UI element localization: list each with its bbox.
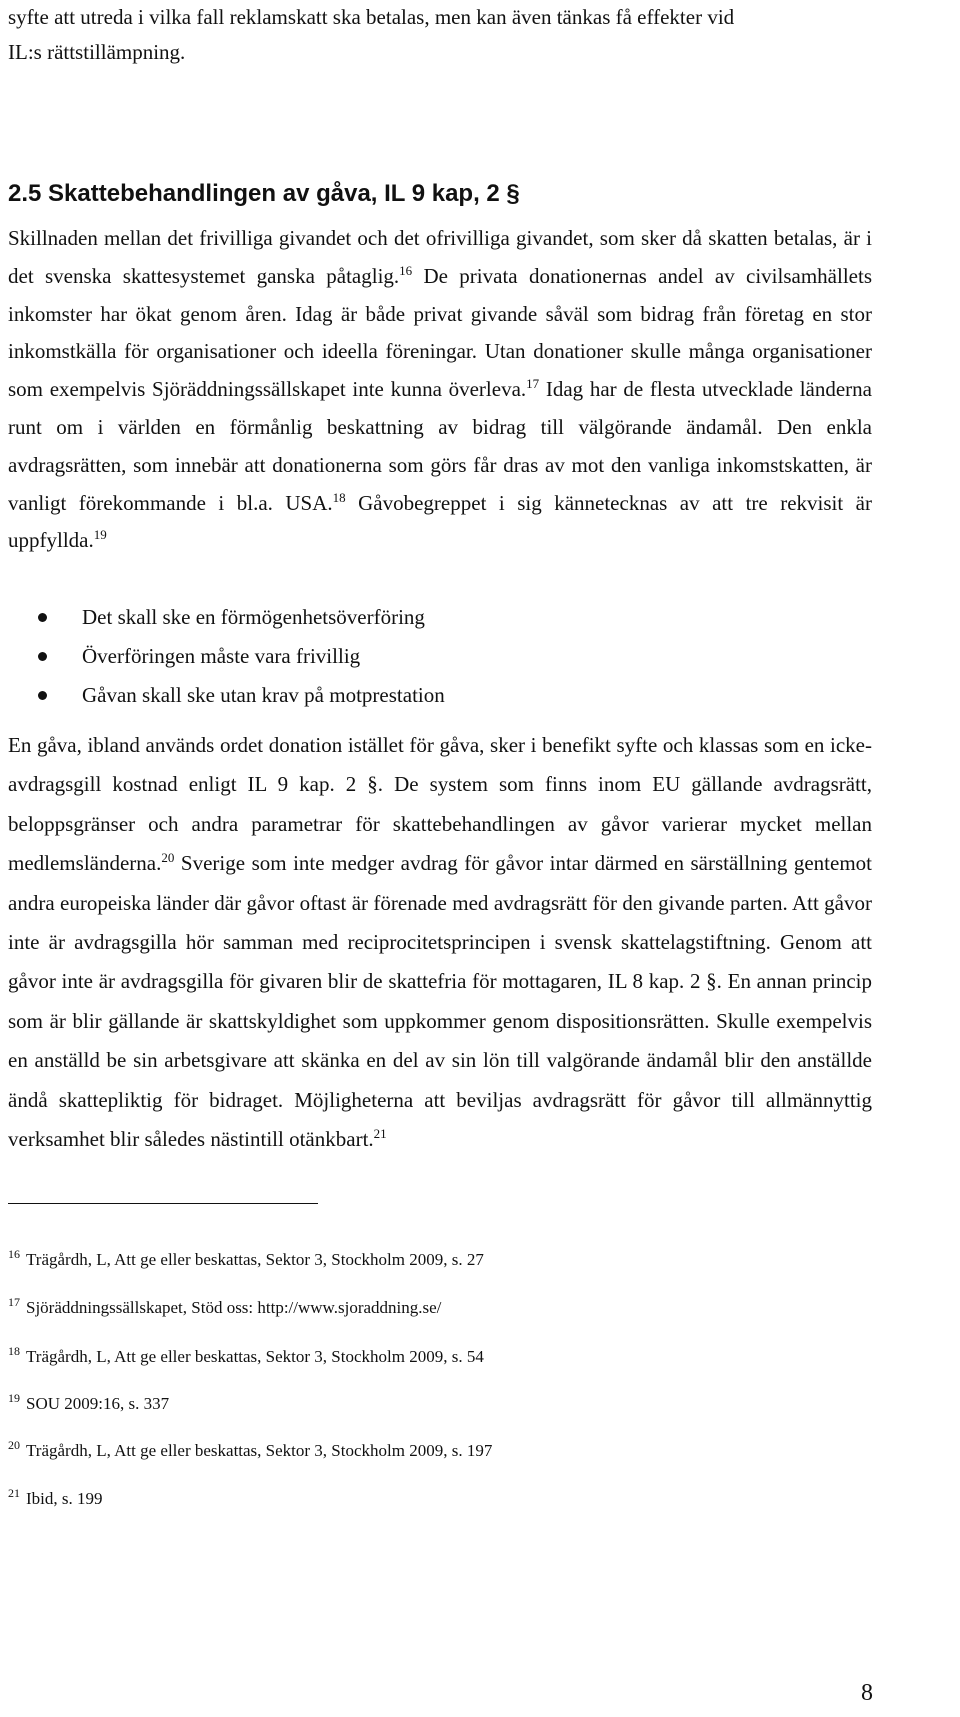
text-run: Skillnaden mellan det frivilliga givandet och det ofrivilliga givandet, som sker då skatten betalas, är i det svenska skattesystemet ganska påtaglig. [8, 226, 872, 288]
text-run: Gåvobegreppet i sig kännetecknas av att tre rekvisit är uppfyllda. [8, 490, 872, 553]
footnote-ref[interactable]: 19 [93, 527, 107, 543]
footnote-text: Trägårdh, L, Att ge eller beskattas, Sektor 3, Stockholm 2009, s. 54 [26, 1347, 484, 1366]
footnote-number: 16 [8, 1247, 20, 1262]
list-item: Överföringen måste vara frivillig [30, 637, 445, 676]
footnote-text: Trägårdh, L, Att ge eller beskattas, Sektor 3, Stockholm 2009, s. 197 [26, 1441, 493, 1460]
footnote-ref[interactable]: 18 [332, 489, 346, 505]
intro-paragraph [8, 0, 872, 70]
footnote-separator [8, 1203, 318, 1204]
text-run: Sverige som inte medger avdrag för gåvor intar därmed en särställning gentemot andra europeiska länder där gåvor oftast är förenade med avdragsrätt för den givande parten. Att gåvor inte är avdragsgilla hör samman med reciprocitetsprincipen i svensk skattelagstiftning. Genom att gåvor inte är avdragsgilla för givaren blir de skattefria för mottagaren, IL 8 kap. 2 §. En annan princip som är blir gällande är skattskyldighet som uppkommer genom dispositionsrätten. Skulle exempelvis en anställd be sin arbetsgivare att skänka en del av sin lön till valgörande ändamål blir den anställde ändå skattepliktig för bidraget. Möjligheterna att beviljas avdragsrätt för gåvor till allmännyttig verksamhet blir således nästintill otänkbart. [8, 851, 872, 1152]
footnote [8, 1247, 484, 1270]
footnote-text: Ibid, s. 199 [26, 1489, 103, 1508]
paragraph-1 [8, 220, 872, 560]
footnote-number: 18 [8, 1344, 20, 1359]
footnote-text: Trägårdh, L, Att ge eller beskattas, Sektor 3, Stockholm 2009, s. 27 [26, 1250, 484, 1269]
footnote-text: SOU 2009:16, s. 337 [26, 1394, 170, 1413]
footnote-ref[interactable]: 16 [399, 262, 413, 278]
footnote [8, 1295, 442, 1318]
footnote-text[interactable]: Sjöräddningssällskapet, Stöd oss: http://www.sjoraddning.se/ [26, 1298, 442, 1317]
list-item: Gåvan skall ske utan krav på motprestation [30, 676, 445, 715]
text-run: Idag har de flesta utvecklade länderna runt om i världen en förmånlig beskattning av bidrag till välgörande ändamål. Den enkla avdragsrätten, som innebär att donationerna som görs får dras av mot den vanliga inkomstskatten, är vanligt förekommande i bl.a. USA. [8, 377, 873, 515]
intro-line: syfte att utreda i vilka fall reklamskatt ska betalas, men kan även tänkas få effekter vid [8, 5, 735, 29]
footnote-number: 21 [8, 1486, 20, 1501]
footnote-ref[interactable]: 21 [373, 1126, 387, 1142]
text-run: De privata donationernas andel av civilsamhällets inkomster har ökat genom åren. Idag är både privat givande såväl som bidrag från företag en stor inkomstkälla för organisationer och ideella föreningar. Utan donationer skulle många organisationer som exempelvis Sjöräddningssällskapet inte kunna överleva. [8, 263, 872, 402]
footnote [8, 1486, 103, 1509]
footnote-number: 17 [8, 1295, 20, 1310]
intro-line: IL:s rättstillämpning. [8, 40, 186, 64]
requirements-list [30, 598, 445, 715]
footnote [8, 1344, 484, 1367]
footnote [8, 1438, 493, 1461]
page-number: 8 [861, 1680, 873, 1706]
section-heading: 2.5 Skattebehandlingen av gåva, IL 9 kap, 2 § [8, 180, 520, 207]
footnote [8, 1391, 170, 1414]
paragraph-2 [8, 726, 872, 1159]
footnote-ref[interactable]: 17 [526, 376, 540, 392]
footnote-number: 19 [8, 1391, 20, 1406]
footnote-number: 20 [8, 1438, 20, 1453]
list-item: Det skall ske en förmögenhetsöverföring [30, 598, 445, 637]
text-run: En gåva, ibland används ordet donation istället för gåva, sker i benefikt syfte och klassas som en icke-avdragsgill kostnad enligt IL 9 kap. 2 §. De system som finns inom EU gällande avdragsrätt, beloppsgränser och andra parametrar för skattebehandlingen av gåvor varierar mycket mellan medlemsländerna. [8, 733, 872, 876]
footnote-ref[interactable]: 20 [161, 850, 175, 866]
